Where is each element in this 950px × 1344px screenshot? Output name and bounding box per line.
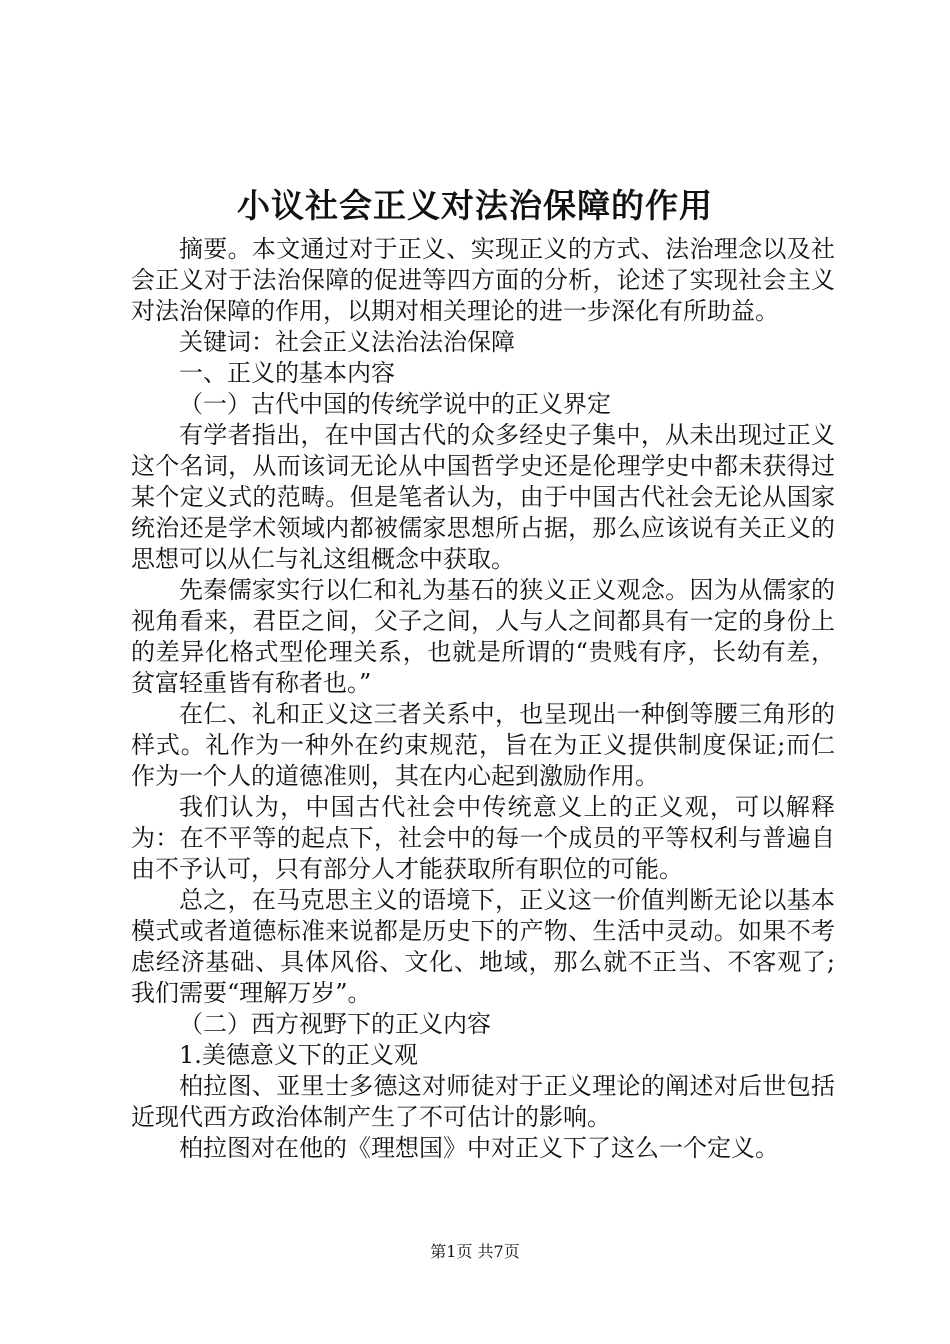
document-title: 小议社会正义对法治保障的作用: [237, 186, 713, 225]
subsection-heading-2: （二）西方视野下的正义内容: [179, 1010, 491, 1038]
document-body: [131, 234, 835, 1164]
page-footer: 第1页 共7页: [430, 1242, 520, 1261]
numbered-heading-1: 1.美德意义下的正义观: [179, 1041, 418, 1069]
section-heading-1: 一、正义的基本内容: [179, 359, 395, 387]
body-paragraph: 我们认为，中国古代社会中传统意义上的正义观，可以解释为：在不平等的起点下，社会中的每一个成员的平等权利与普遍自由不予认可，只有部分人才能获取所有职位的可能。: [131, 793, 835, 883]
body-paragraph: 在仁、礼和正义这三者关系中，也呈现出一种倒等腰三角形的样式。礼作为一种外在约束规范，旨在为正义提供制度保证;而仁作为一个人的道德准则，其在内心起到激励作用。: [131, 700, 835, 790]
body-paragraph: 柏拉图对在他的《理想国》中对正义下了这么一个定义。: [179, 1134, 779, 1162]
body-paragraph: 柏拉图、亚里士多德这对师徒对于正义理论的阐述对后世包括近现代西方政治体制产生了不可估计的影响。: [131, 1072, 835, 1131]
abstract-paragraph: 摘要。本文通过对于正义、实现正义的方式、法治理念以及社会正义对于法治保障的促进等四方面的分析，论述了实现社会主义对法治保障的作用，以期对相关理论的进一步深化有所助益。: [131, 235, 835, 325]
subsection-heading-1: （一）古代中国的传统学说中的正义界定: [179, 390, 611, 418]
keywords-line: 关键词：社会正义法治法治保障: [179, 328, 515, 356]
body-paragraph: 先秦儒家实行以仁和礼为基石的狭义正义观念。因为从儒家的视角看来，君臣之间，父子之间，人与人之间都具有一定的身份上的差异化格式型伦理关系，也就是所谓的“贵贱有序，长幼有差，贫富轻重皆有称者也。”: [131, 576, 835, 697]
body-paragraph: 有学者指出，在中国古代的众多经史子集中，从未出现过正义这个名词，从而该词无论从中国哲学史还是伦理学史中都未获得过某个定义式的范畴。但是笔者认为，由于中国古代社会无论从国家统治还是学术领域内都被儒家思想所占据，那么应该说有关正义的思想可以从仁与礼这组概念中获取。: [131, 421, 835, 573]
body-paragraph: 总之，在马克思主义的语境下，正义这一价值判断无论以基本模式或者道德标准来说都是历史下的产物、生活中灵动。如果不考虑经济基础、具体风俗、文化、地域，那么就不正当、不客观了;我们需要“理解万岁”。: [131, 886, 835, 1007]
